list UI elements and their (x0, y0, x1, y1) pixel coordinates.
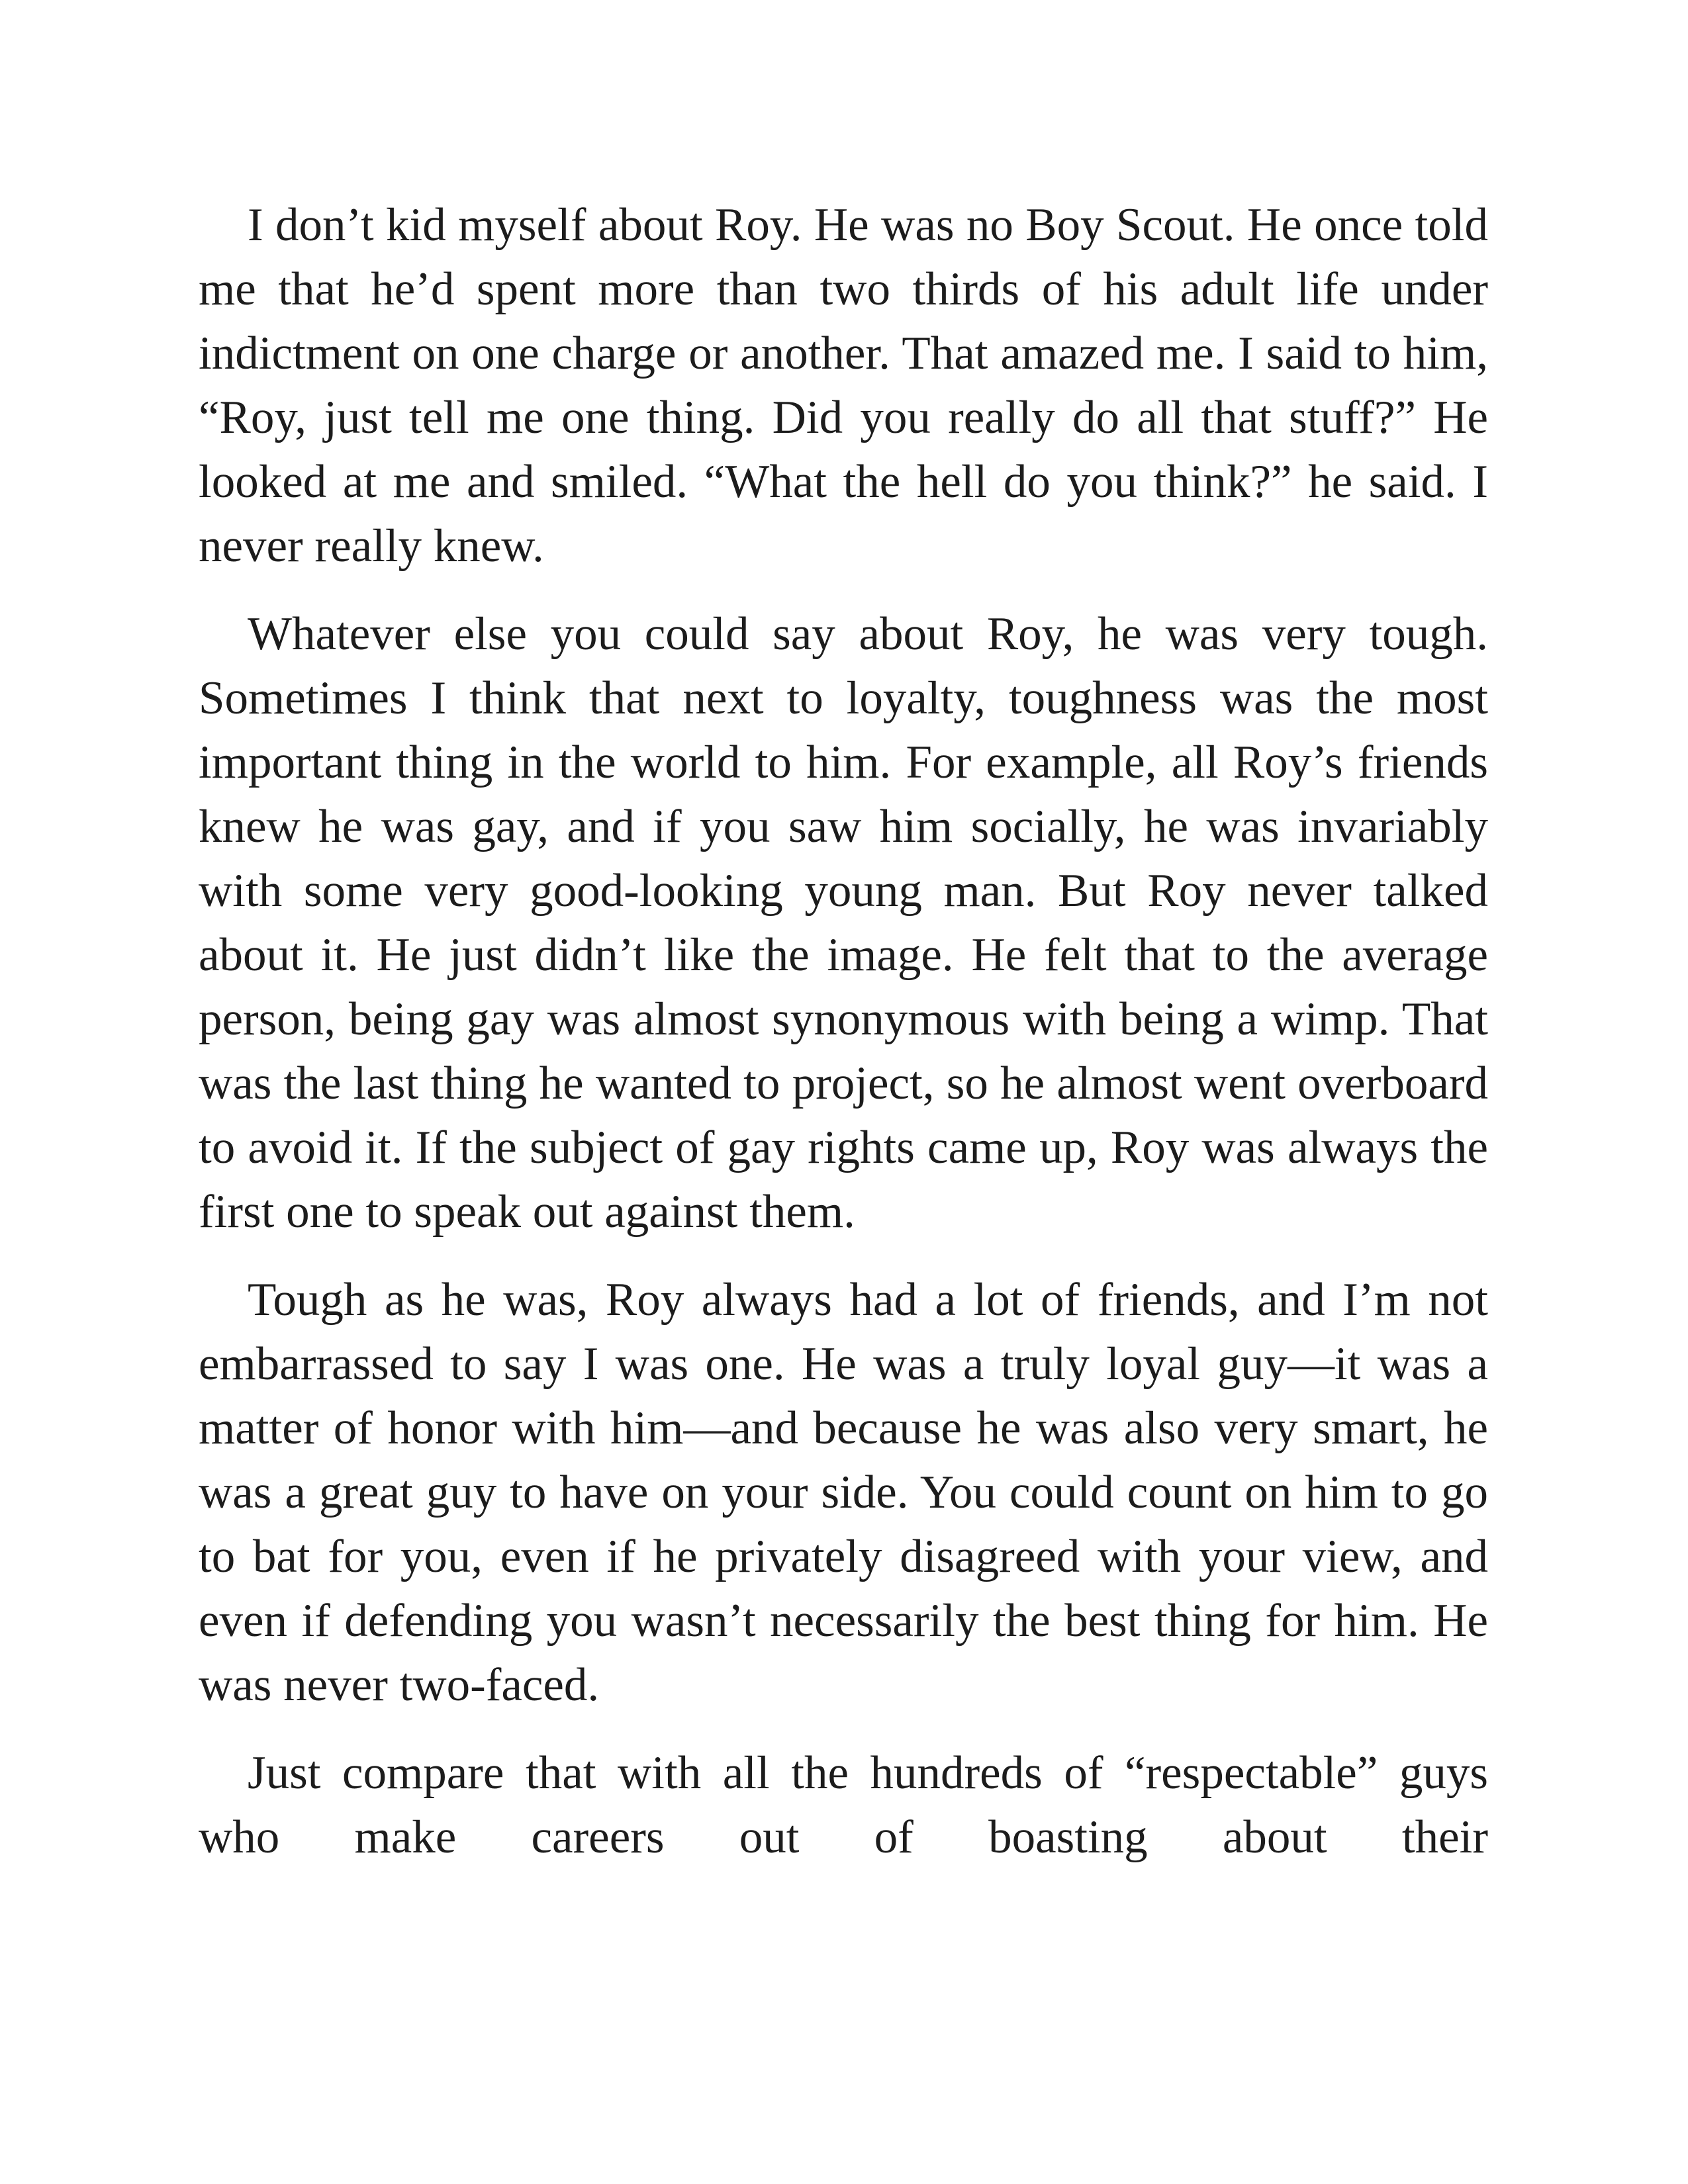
paragraph-4: Just compare that with all the hundreds of “respectable” guys who make careers out of boasting about their (199, 1747, 1488, 1863)
paragraph-3: Tough as he was, Roy always had a lot of friends, and I’m not embarrassed to say I was one. He was a truly loyal guy—it was a matter of honor with him—and because he was also very smart, he was a great guy to have on your side. You could count on him to go to bat for you, even if he privately disagreed with your view, and even if defending you wasn’t necessarily the best thing for him. He was never two-faced. (199, 1274, 1488, 1711)
body-text (199, 193, 1488, 1870)
paragraph-2: Whatever else you could say about Roy, he was very tough. Sometimes I think that next to loyalty, toughness was the most important thing in the world to him. For example, all Roy’s friends knew he was gay, and if you saw him socially, he was invariably with some very good-looking young man. But Roy never talked about it. He just didn’t like the image. He felt that to the average person, being gay was almost synonymous with being a wimp. That was the last thing he wanted to project, so he almost went overboard to avoid it. If the subject of gay rights came up, Roy was always the first one to speak out against them. (199, 608, 1488, 1238)
paragraph-1: I don’t kid myself about Roy. He was no Boy Scout. He once told me that he’d spent more than two thirds of his adult life under indictment on one charge or another. That amazed me. I said to him, “Roy, just tell me one thing. Did you really do all that stuff?” He looked at me and smiled. “What the hell do you think?” he said. I never really knew. (199, 199, 1488, 572)
